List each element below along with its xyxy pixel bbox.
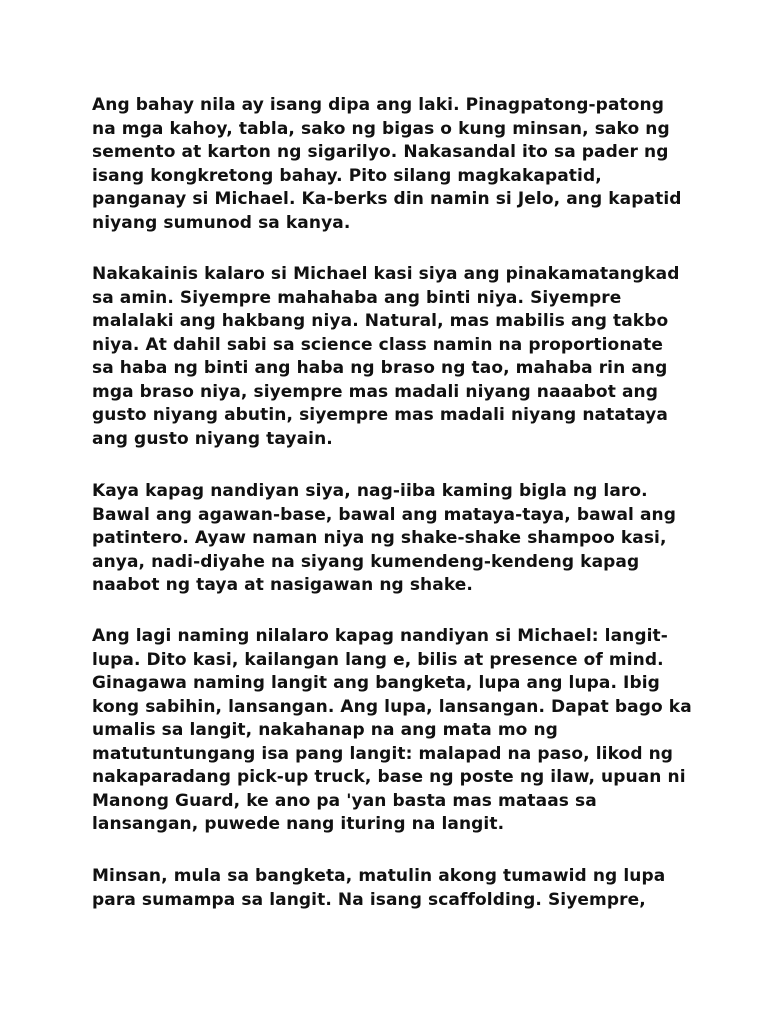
text-line: sa haba ng binti ang haba ng braso ng tao, mahaba rin ang xyxy=(92,358,668,378)
paragraph-3 xyxy=(92,480,712,598)
text-line: nakaparadang pick-up truck, base ng poste ng ilaw, upuan ni xyxy=(92,767,686,787)
text-line: na mga kahoy, tabla, sako ng bigas o kung minsan, sako ng xyxy=(92,118,670,139)
text-line: gusto niyang abutin, siyempre mas madali niyang natataya xyxy=(92,405,668,425)
text-line: Minsan, mula sa bangketa, matulin akong tumawid ng lupa xyxy=(92,866,666,886)
text-line: malalaki ang hakbang niya. Natural, mas mabilis ang takbo xyxy=(92,311,669,331)
text-line: matutuntungang isa pang langit: malapad na paso, likod ng xyxy=(92,743,674,764)
paragraph-4 xyxy=(92,625,712,837)
text-line: umalis sa langit, nakahanap na ang mata mo ng xyxy=(92,720,558,740)
text-line: anya, nadi-diyahe na siyang kumendeng-kendeng kapag xyxy=(92,551,640,572)
text-line: Ang bahay nila ay isang dipa ang laki. Pinagpatong-patong xyxy=(92,95,664,115)
text-line: ang gusto niyang tayain. xyxy=(92,428,333,449)
text-line: patintero. Ayaw naman niya ng shake-shake shampoo kasi, xyxy=(92,528,667,548)
paragraph-2 xyxy=(92,263,712,451)
text-line: lansangan, puwede nang ituring na langit. xyxy=(92,814,505,834)
text-line: kong sabihin, lansangan. Ang lupa, lansangan. Dapat bago ka xyxy=(92,696,692,717)
text-line: sa amin. Siyempre mahahaba ang binti niya. Siyempre xyxy=(92,287,622,308)
text-line: panganay si Michael. Ka-berks din namin si Jelo, ang kapatid xyxy=(92,189,682,209)
text-line: isang kongkretong bahay. Pito silang magkakapatid, xyxy=(92,165,602,186)
text-line: Ang lagi naming nilalaro kapag nandiyan si Michael: langit- xyxy=(92,626,668,646)
text-line: naabot ng taya at nasigawan ng shake. xyxy=(92,575,473,595)
text-line: Nakakainis kalaro si Michael kasi siya ang pinakamatangkad xyxy=(92,264,680,284)
text-line: lupa. Dito kasi, kailangan lang e, bilis at presence of mind. xyxy=(92,649,664,670)
text-line: semento at karton ng sigarilyo. Nakasandal ito sa pader ng xyxy=(92,142,669,162)
paragraph-1 xyxy=(92,94,712,235)
text-line: para sumampa sa langit. Na isang scaffolding. Siyempre, xyxy=(92,889,646,910)
paragraph-5 xyxy=(92,865,712,912)
text-line: niyang sumunod sa kanya. xyxy=(92,212,351,233)
text-line: Ginagawa naming langit ang bangketa, lupa ang lupa. Ibig xyxy=(92,673,660,693)
text-line: Kaya kapag nandiyan siya, nag-iiba kaming bigla ng laro. xyxy=(92,481,648,501)
text-line: mga braso niya, siyempre mas madali niyang naaabot ang xyxy=(92,381,658,402)
text-line: Bawal ang agawan-base, bawal ang mataya-taya, bawal ang xyxy=(92,504,677,525)
text-line: niya. At dahil sabi sa science class namin na proportionate xyxy=(92,334,663,355)
text-line: Manong Guard, ke ano pa 'yan basta mas mataas sa xyxy=(92,790,597,811)
